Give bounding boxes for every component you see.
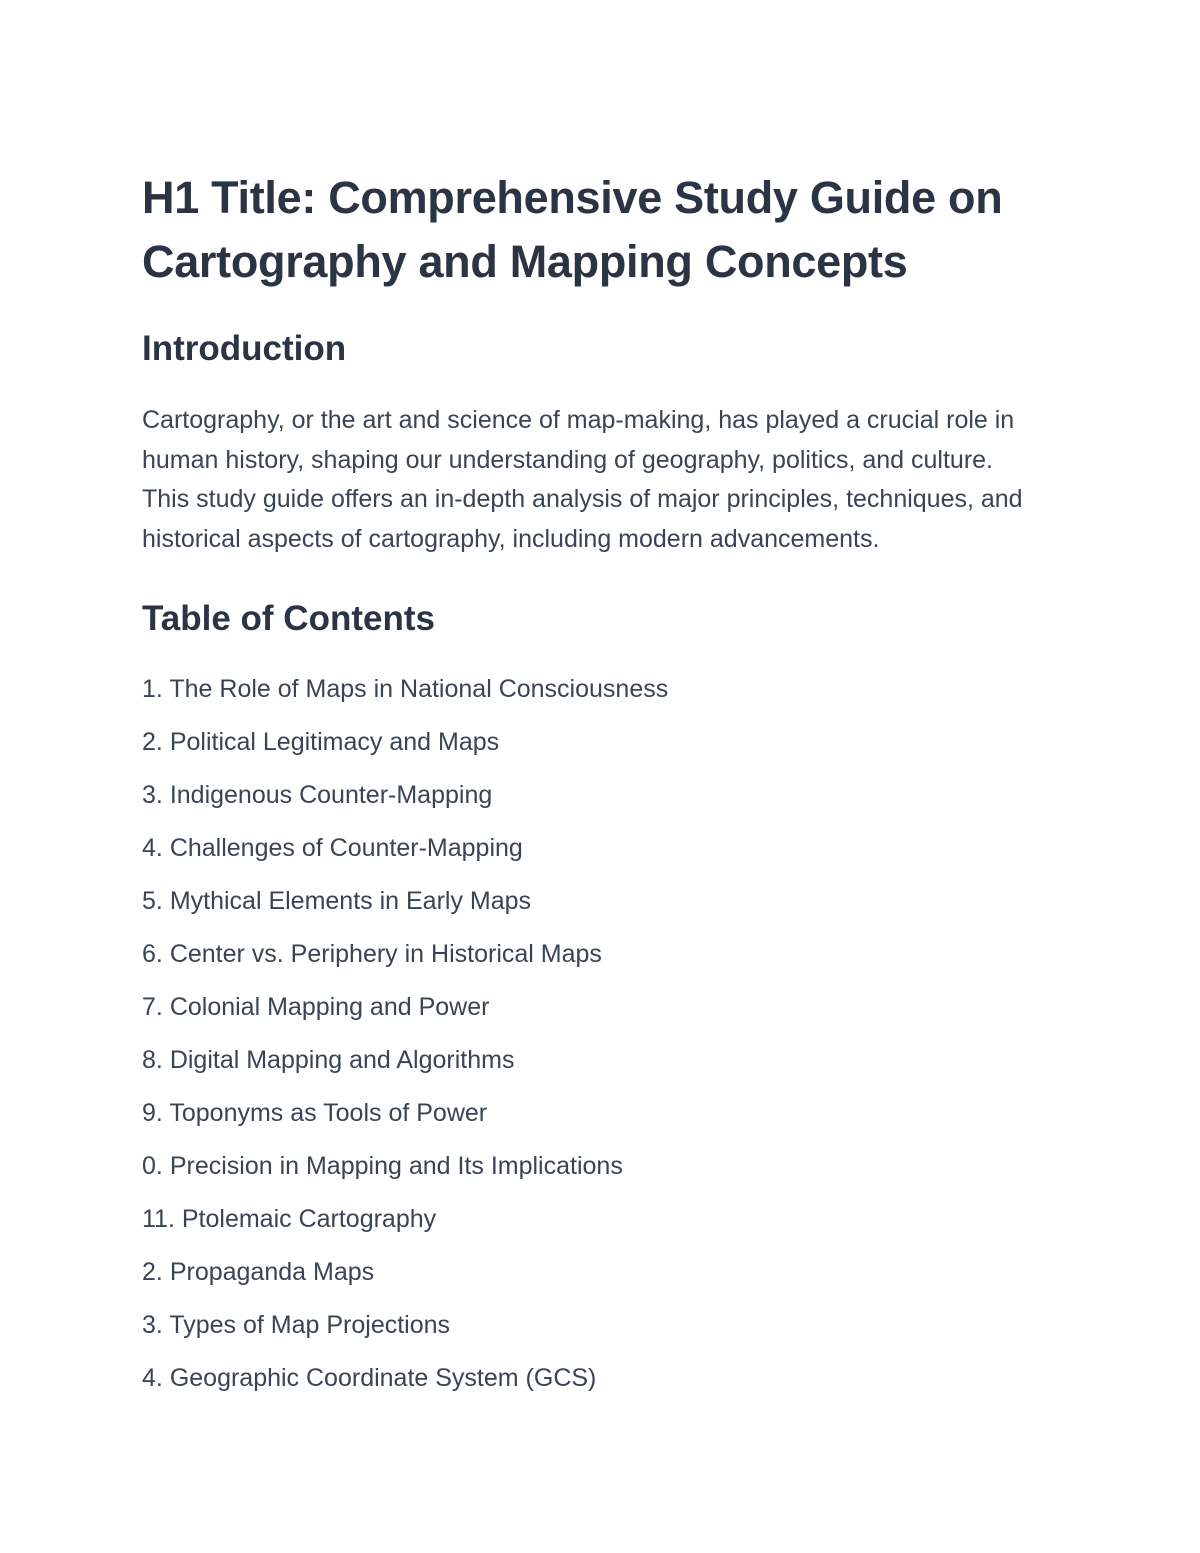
toc-item-number: 11. bbox=[142, 1205, 175, 1233]
toc-item bbox=[142, 1352, 1080, 1405]
toc-item-text: Digital Mapping and Algorithms bbox=[169, 1046, 515, 1074]
toc-item-text: Precision in Mapping and Its Implications bbox=[169, 1152, 623, 1180]
toc-item bbox=[142, 1034, 1080, 1087]
toc-item-text: Geographic Coordinate System (GCS) bbox=[169, 1364, 597, 1392]
toc-item bbox=[142, 769, 1080, 822]
toc-item-number: 1. bbox=[142, 675, 163, 703]
toc-item-text: The Role of Maps in National Consciousness bbox=[169, 675, 669, 703]
toc-item-text: Toponyms as Tools of Power bbox=[169, 1099, 488, 1127]
toc-item bbox=[142, 663, 1080, 716]
toc-item bbox=[142, 981, 1080, 1034]
document-title: H1 Title: Comprehensive Study Guide on Cartography and Mapping Concepts bbox=[142, 172, 1003, 287]
toc-item-number: 9. bbox=[142, 1099, 163, 1127]
toc-item-number: 4. bbox=[142, 834, 163, 862]
toc-item bbox=[142, 716, 1080, 769]
toc-item-text: Center vs. Periphery in Historical Maps bbox=[169, 940, 602, 968]
toc-item-number: 4. bbox=[142, 1364, 163, 1392]
toc-item-number: 2. bbox=[142, 1258, 163, 1286]
toc-item bbox=[142, 1299, 1080, 1352]
toc-item-number: 3. bbox=[142, 781, 163, 809]
toc-item-number: 2. bbox=[142, 728, 163, 756]
table-of-contents-heading: Table of Contents bbox=[142, 599, 435, 638]
toc-item bbox=[142, 928, 1080, 981]
toc-item-text: Types of Map Projections bbox=[169, 1311, 451, 1339]
toc-item-number: 5. bbox=[142, 887, 163, 915]
toc-item-text: Ptolemaic Cartography bbox=[181, 1205, 437, 1233]
toc-item bbox=[142, 1140, 1080, 1193]
toc-item-text: Colonial Mapping and Power bbox=[169, 993, 490, 1021]
introduction-paragraph: Cartography, or the art and science of map-making, has played a crucial role in human history, shaping our understanding of geography, politics, and culture. This study guide offers an in-depth analysis of major principles, techniques, and historical aspects of cartography, including modern advancements. bbox=[142, 406, 1023, 553]
toc-item bbox=[142, 875, 1080, 928]
toc-item-number: 7. bbox=[142, 993, 163, 1021]
toc-item bbox=[142, 1193, 1080, 1246]
toc-item-text: Propaganda Maps bbox=[169, 1258, 375, 1286]
toc-item-number: 0. bbox=[142, 1152, 163, 1180]
toc-item-text: Mythical Elements in Early Maps bbox=[169, 887, 532, 915]
toc-item-number: 3. bbox=[142, 1311, 163, 1339]
toc-item bbox=[142, 1087, 1080, 1140]
toc-item-number: 8. bbox=[142, 1046, 163, 1074]
introduction-heading: Introduction bbox=[142, 329, 347, 368]
toc-item bbox=[142, 1246, 1080, 1299]
toc-item-number: 6. bbox=[142, 940, 163, 968]
toc-item-text: Indigenous Counter-Mapping bbox=[169, 781, 493, 809]
toc-item-text: Challenges of Counter-Mapping bbox=[169, 834, 523, 862]
toc-item-text: Political Legitimacy and Maps bbox=[169, 728, 500, 756]
table-of-contents-list bbox=[142, 663, 1080, 1405]
toc-item bbox=[142, 822, 1080, 875]
